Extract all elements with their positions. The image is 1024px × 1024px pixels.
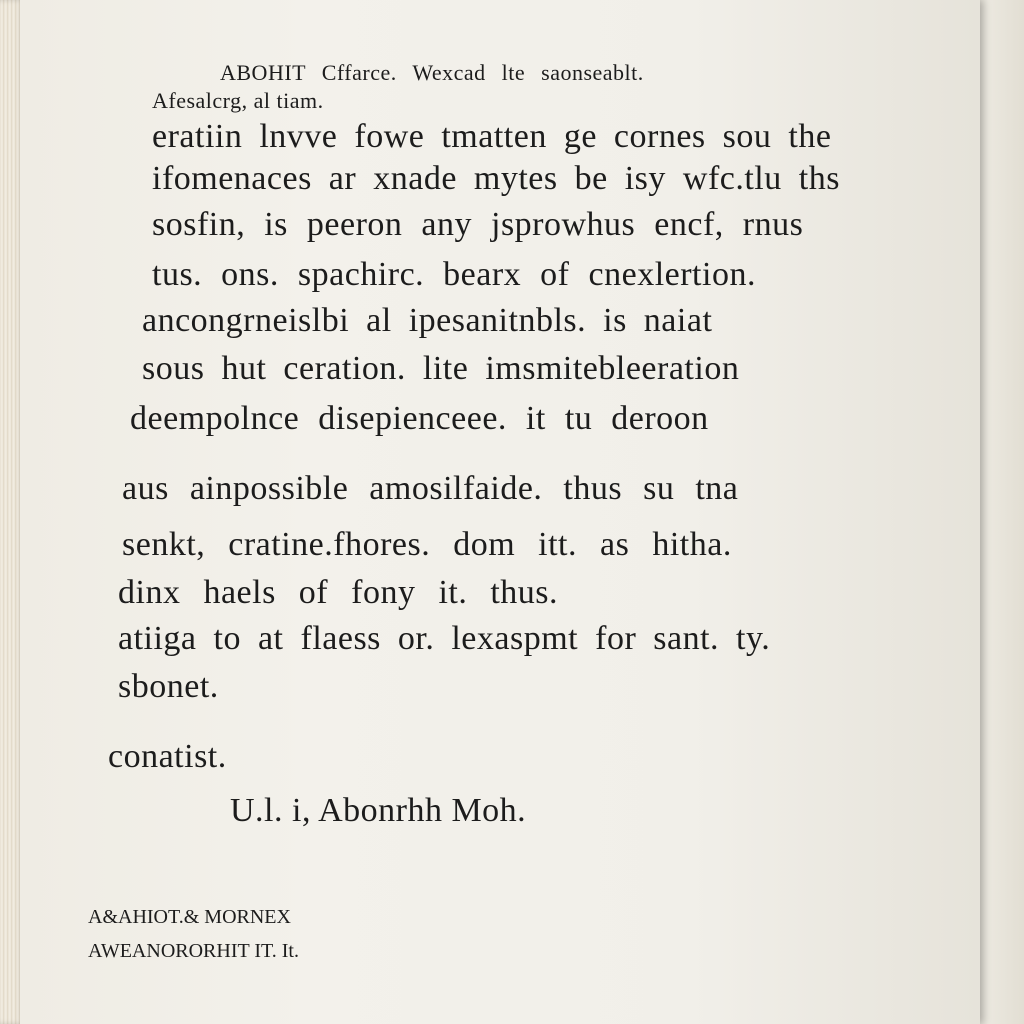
- text-line-7: ancongrneislbi al ipesanitnbls. is naiat: [142, 302, 713, 339]
- book-page: [20, 0, 980, 1024]
- signature-line: U.l. i, Abonrhh Moh.: [230, 792, 527, 829]
- text-line-2: Afesalcrg, al tiam.: [152, 88, 324, 113]
- text-line-3: eratiin lnvve fowe tmatten ge cornes sou the: [152, 118, 832, 155]
- text-line-6: tus. ons. spachirc. bearx of cnexlertion.: [152, 256, 756, 293]
- footer-line-2: AWEANORORHIT IT. It.: [88, 940, 299, 962]
- text-line-13: atiiga to at flaess or. lexaspmt for sant. ty.: [118, 620, 771, 657]
- text-line-10: aus ainpossible amosilfaide. thus su tna: [122, 470, 739, 507]
- text-line-9: deempolnce disepienceee. it tu deroon: [130, 400, 709, 437]
- text-line-8: sous hut ceration. lite imsmitebleeration: [142, 350, 740, 387]
- footer-line-1: A&AHIOT.& MORNEX: [88, 906, 291, 928]
- text-line-11: senkt, cratine.fhores. dom itt. as hitha.: [122, 526, 732, 563]
- text-line-15: conatist.: [108, 738, 227, 775]
- text-line-4: ifomenaces ar xnade mytes be isy wfc.tlu ths: [152, 160, 840, 197]
- text-line-5: sosfin, is peeron any jsprowhus encf, rnus: [152, 206, 804, 243]
- text-line-1: ABOHIT Cffarce. Wexcad lte saonseablt.: [220, 60, 644, 85]
- text-line-14: sbonet.: [118, 668, 219, 705]
- text-line-12: dinx haels of fony it. thus.: [118, 574, 559, 611]
